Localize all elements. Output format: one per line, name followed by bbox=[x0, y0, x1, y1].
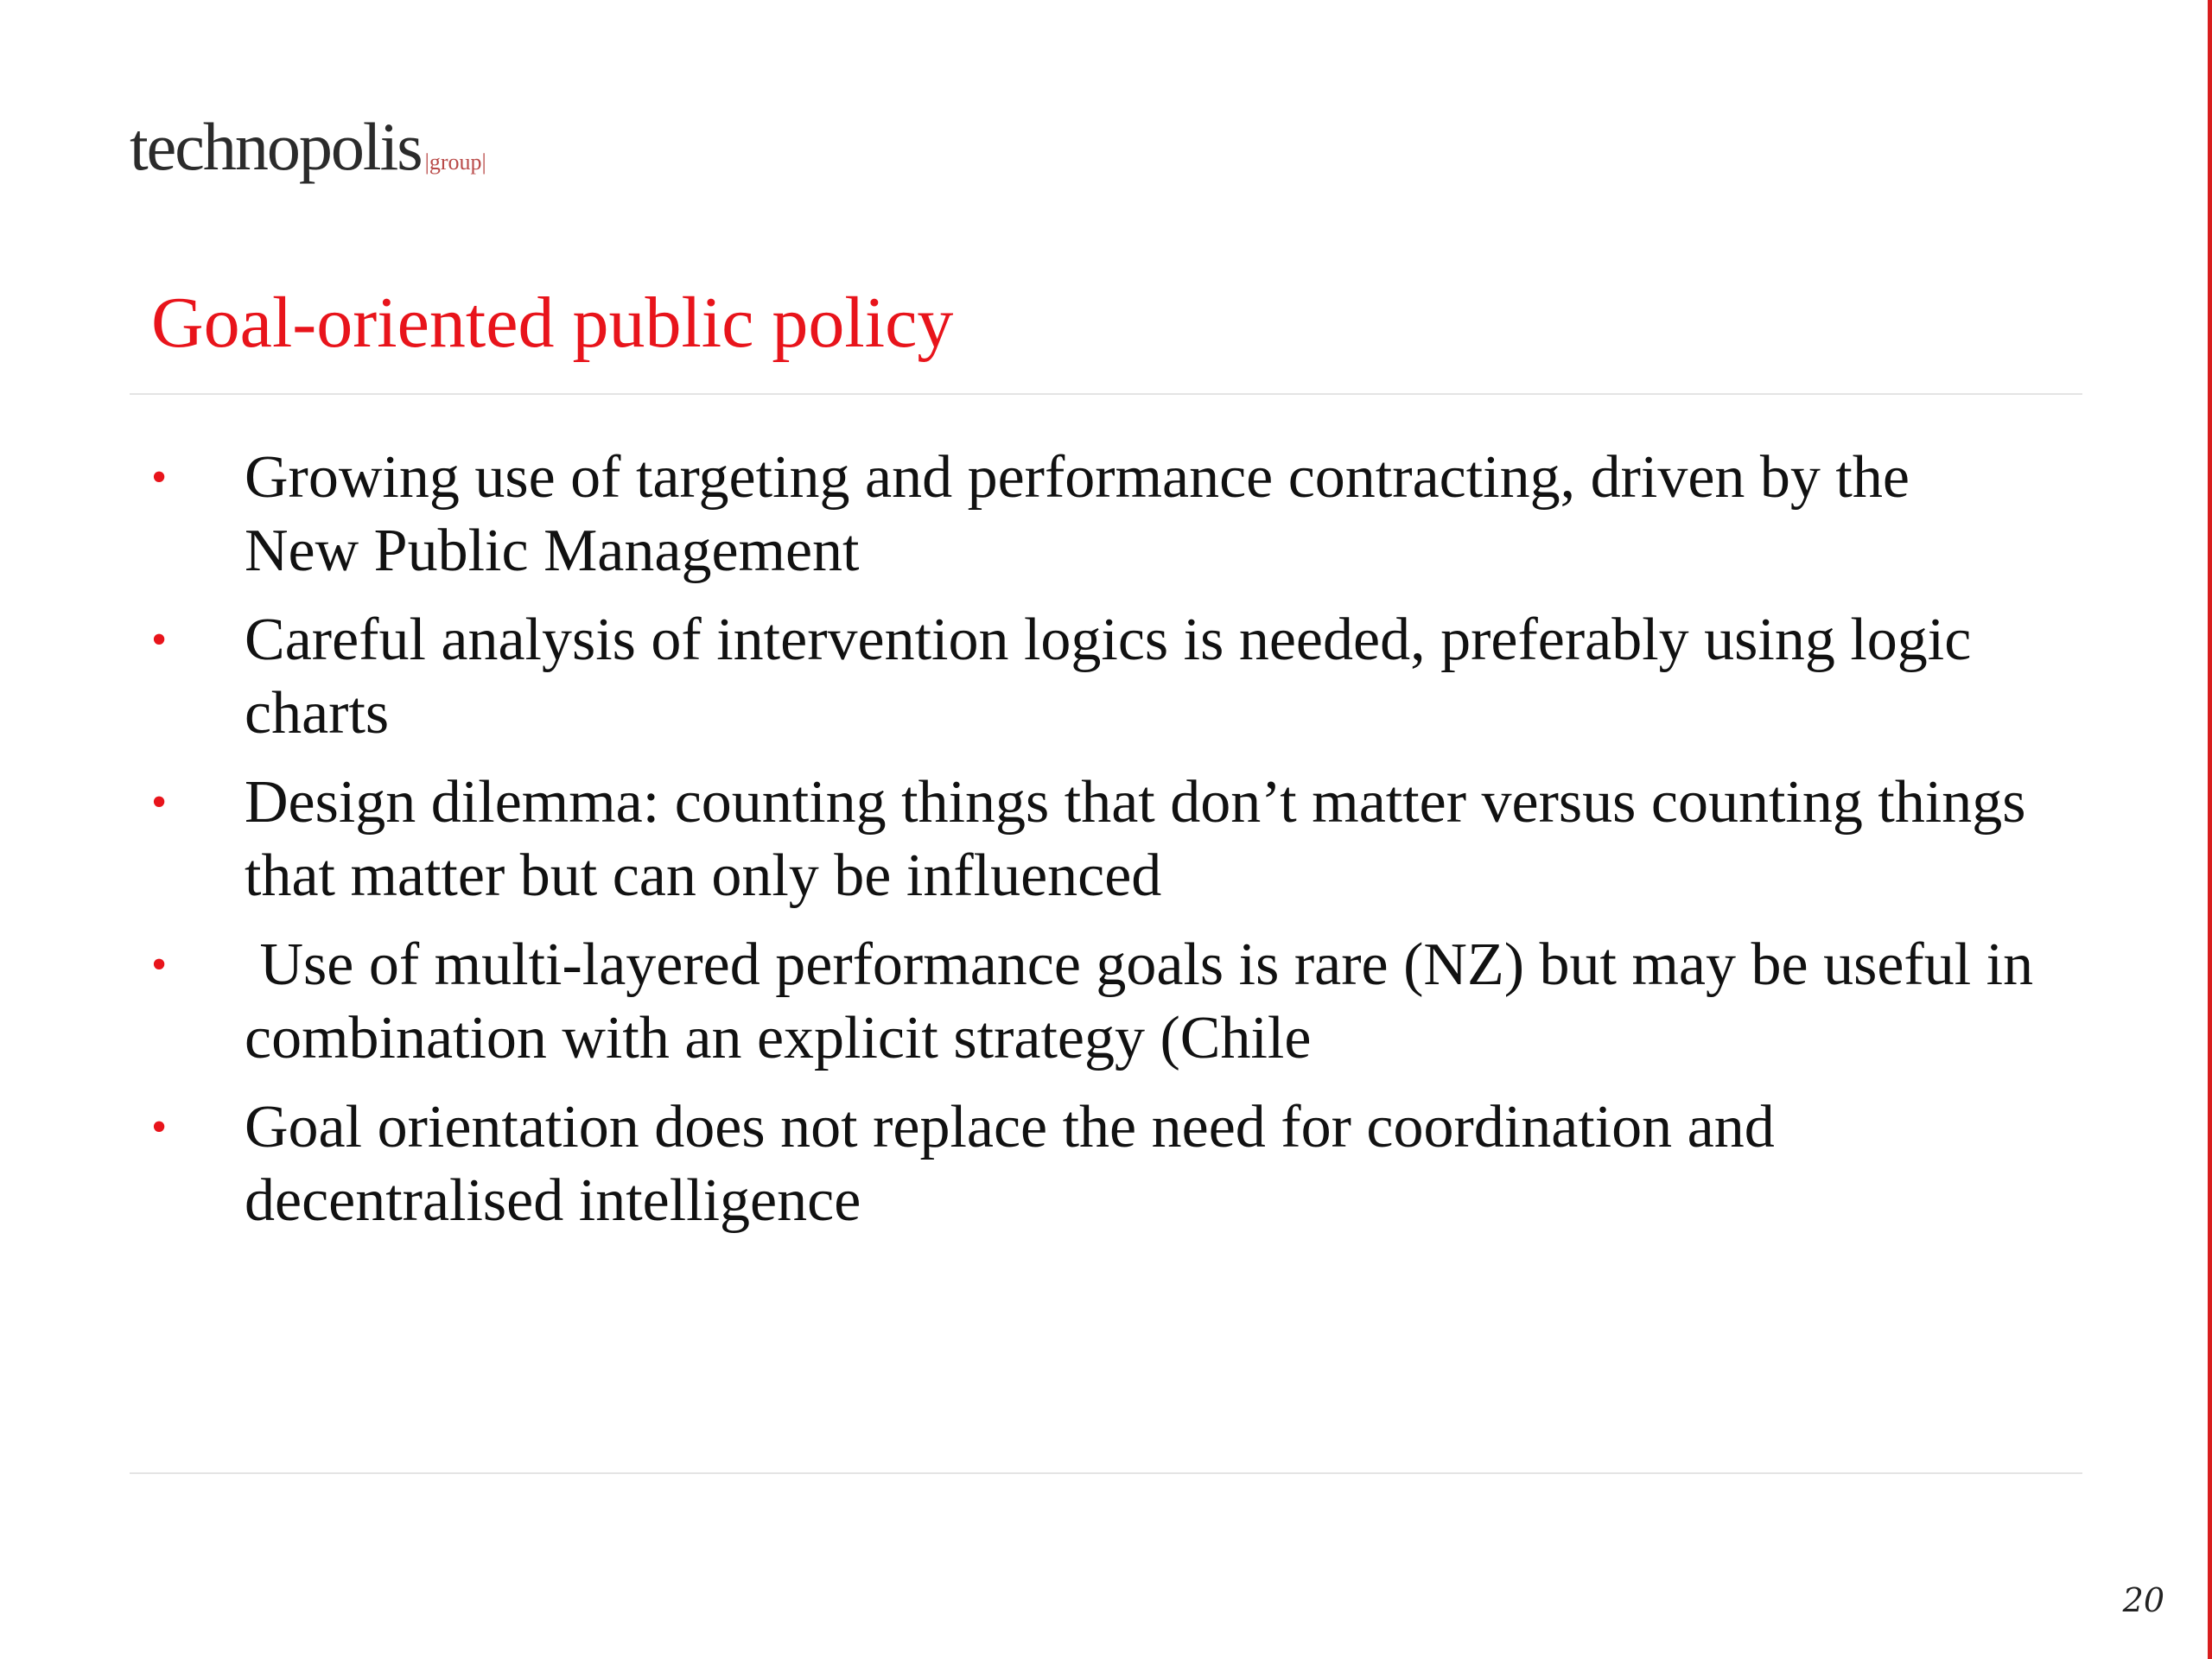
bullet-item bbox=[151, 928, 2049, 1075]
bullet-text: Growing use of targeting and performance contracting, driven by the New Public Management bbox=[245, 444, 1925, 584]
slide-title: Goal-oriented public policy bbox=[151, 283, 954, 363]
logo-group-tag: |group| bbox=[424, 149, 486, 175]
page-number: 20 bbox=[2122, 1581, 2164, 1619]
bullet-dot-icon: • bbox=[151, 940, 168, 989]
bullet-dot-icon: • bbox=[151, 778, 168, 827]
bullet-dot-icon: • bbox=[151, 1103, 168, 1152]
bullet-list bbox=[151, 441, 2049, 1253]
technopolis-logo bbox=[130, 108, 486, 186]
footer-divider bbox=[130, 1472, 2082, 1474]
bullet-text: Use of multi-layered performance goals is rare (NZ) but may be useful in combination with an explicit strategy (Chile bbox=[245, 931, 2049, 1071]
bullet-item bbox=[151, 1090, 2035, 1237]
bullet-text: Careful analysis of intervention logics is needed, preferably using logic charts bbox=[245, 607, 1986, 747]
bullet-item bbox=[151, 766, 2042, 912]
bullet-item bbox=[151, 603, 2035, 750]
bullet-dot-icon: • bbox=[151, 615, 168, 664]
bullet-item bbox=[151, 441, 2035, 588]
title-divider bbox=[130, 393, 2082, 395]
bullet-dot-icon: • bbox=[151, 453, 168, 502]
bullet-text: Goal orientation does not replace the need for coordination and decentralised intelligence bbox=[245, 1094, 1790, 1234]
bullet-text: Design dilemma: counting things that don’t matter versus counting things that matter but can only be influenced bbox=[245, 769, 2042, 909]
right-edge-rule bbox=[2208, 0, 2212, 1659]
logo-wordmark: technopolis bbox=[130, 109, 422, 184]
